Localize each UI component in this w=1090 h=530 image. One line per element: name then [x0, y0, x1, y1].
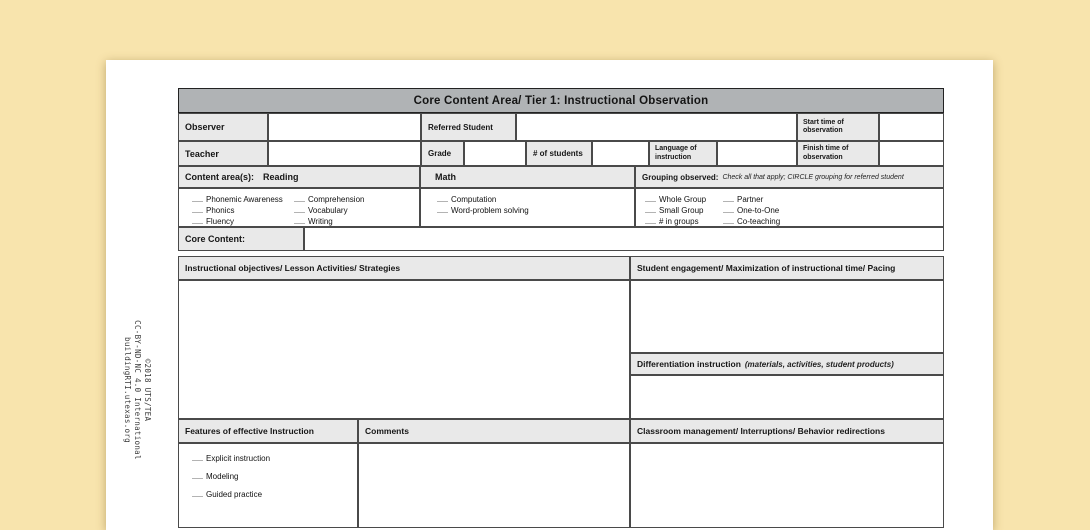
license-line: CC-BY-ND-NC 4.0 International: [133, 320, 142, 460]
objectives-writing-area[interactable]: [178, 280, 630, 419]
checkbox-item[interactable]: [192, 216, 283, 227]
checkbox-item[interactable]: [294, 216, 364, 227]
checkbox-item[interactable]: [723, 216, 780, 227]
checkbox-line[interactable]: [192, 471, 203, 479]
num-students-label: # of students: [526, 141, 592, 166]
checkbox-label: Phonics: [206, 206, 235, 215]
checkbox-item[interactable]: [192, 194, 283, 205]
checkbox-label: Explicit instruction: [206, 454, 271, 463]
grade-input-cell[interactable]: [464, 141, 526, 166]
checkbox-item[interactable]: [192, 468, 270, 486]
checkbox-label: Vocabulary: [308, 206, 348, 215]
checkbox-item[interactable]: [192, 486, 270, 504]
checkbox-line[interactable]: [437, 205, 448, 213]
website-line: buildingRTI.utexas.org: [123, 337, 132, 443]
checkbox-line[interactable]: [723, 194, 734, 202]
objectives-header: Instructional objectives/ Lesson Activities/ Strategies: [178, 256, 630, 280]
checkbox-label: Whole Group: [659, 195, 707, 204]
checkbox-line[interactable]: [645, 194, 656, 202]
observer-label: Observer: [178, 113, 268, 141]
finish-time-input-cell[interactable]: [879, 141, 944, 166]
checkbox-line[interactable]: [192, 453, 203, 461]
teacher-label: Teacher: [178, 141, 268, 166]
teacher-input-cell[interactable]: [268, 141, 421, 166]
checkbox-item[interactable]: [645, 205, 706, 216]
grouping-note: Check all that apply; CIRCLE grouping for referred student: [722, 173, 904, 181]
checkbox-label: Comprehension: [308, 195, 365, 204]
checkbox-label: One-to-One: [737, 206, 780, 215]
comments-writing-area[interactable]: [358, 443, 630, 528]
checkbox-item[interactable]: [192, 450, 270, 468]
differentiation-header: Differentiation instruction (materials, activities, student products): [630, 353, 944, 375]
comments-header: Comments: [358, 419, 630, 443]
checkbox-item[interactable]: [437, 205, 529, 216]
checkbox-label: Co-teaching: [737, 217, 781, 226]
reading-items-cell: [178, 188, 420, 227]
start-time-label: Start time of observation: [797, 113, 879, 141]
features-header: Features of effective Instruction: [178, 419, 358, 443]
checkbox-item[interactable]: [437, 194, 529, 205]
engagement-header: Student engagement/ Maximization of instructional time/ Pacing: [630, 256, 944, 280]
classroom-writing-area[interactable]: [630, 443, 944, 528]
grade-label: Grade: [421, 141, 464, 166]
checkbox-label: Phonemic Awareness: [206, 195, 283, 204]
grouping-observed-header: Grouping observed: Check all that apply; CIRCLE grouping for referred student: [635, 166, 944, 188]
checkbox-line[interactable]: [294, 216, 305, 224]
checkbox-line[interactable]: [645, 205, 656, 213]
checkbox-item[interactable]: [294, 205, 364, 216]
engagement-writing-area[interactable]: [630, 280, 944, 353]
core-content-input-cell[interactable]: [304, 227, 944, 251]
checkbox-label: Writing: [308, 217, 333, 226]
checkbox-item[interactable]: [645, 194, 706, 205]
content-area-reading-value: Reading: [263, 172, 299, 182]
checkbox-line[interactable]: [192, 194, 203, 202]
num-students-input-cell[interactable]: [592, 141, 649, 166]
checkbox-line[interactable]: [645, 216, 656, 224]
checkbox-label: Small Group: [659, 206, 704, 215]
checkbox-line[interactable]: [192, 216, 203, 224]
grouping-items-cell: [635, 188, 944, 227]
checkbox-label: Word-problem solving: [451, 206, 529, 215]
checkbox-item[interactable]: [192, 205, 283, 216]
observer-input-cell[interactable]: [268, 113, 421, 141]
checkbox-line[interactable]: [437, 194, 448, 202]
language-of-instruction-label: Language of instruction: [649, 141, 717, 166]
copyright-line: ©2018 UTS/TEA: [143, 358, 152, 422]
checkbox-line[interactable]: [294, 194, 305, 202]
differentiation-writing-area[interactable]: [630, 375, 944, 419]
form-title: Core Content Area/ Tier 1: Instructional Observation: [413, 94, 709, 107]
checkbox-label: Guided practice: [206, 490, 263, 499]
checkbox-label: Fluency: [206, 217, 235, 226]
start-time-input-cell[interactable]: [879, 113, 944, 141]
checkbox-item[interactable]: [294, 194, 364, 205]
checkbox-line[interactable]: [192, 205, 203, 213]
referred-student-label: Referred Student: [421, 113, 516, 141]
checkbox-label: # in groups: [659, 217, 699, 226]
checkbox-line[interactable]: [723, 205, 734, 213]
document-page: [106, 60, 993, 530]
finish-time-label: Finish time of observation: [797, 141, 879, 166]
content-areas-reading-header: Content area(s): Reading: [178, 166, 420, 188]
referred-student-input-cell[interactable]: [516, 113, 797, 141]
form-title-bar: [178, 88, 944, 113]
checkbox-label: Computation: [451, 195, 497, 204]
differentiation-note: (materials, activities, student products): [744, 359, 894, 369]
observation-form-table: [178, 88, 944, 518]
checkbox-line[interactable]: [294, 205, 305, 213]
features-items-cell: [178, 443, 358, 528]
checkbox-label: Modeling: [206, 472, 239, 481]
page-attribution: [122, 315, 152, 465]
checkbox-label: Partner: [737, 195, 764, 204]
checkbox-item[interactable]: [645, 216, 706, 227]
language-input-cell[interactable]: [717, 141, 797, 166]
checkbox-line[interactable]: [723, 216, 734, 224]
classroom-management-header: Classroom management/ Interruptions/ Behavior redirections: [630, 419, 944, 443]
core-content-label: Core Content:: [178, 227, 304, 251]
checkbox-item[interactable]: [723, 205, 780, 216]
checkbox-item[interactable]: [723, 194, 780, 205]
checkbox-line[interactable]: [192, 489, 203, 497]
content-areas-math-header: Math: [420, 166, 635, 188]
math-items-cell: [420, 188, 635, 227]
